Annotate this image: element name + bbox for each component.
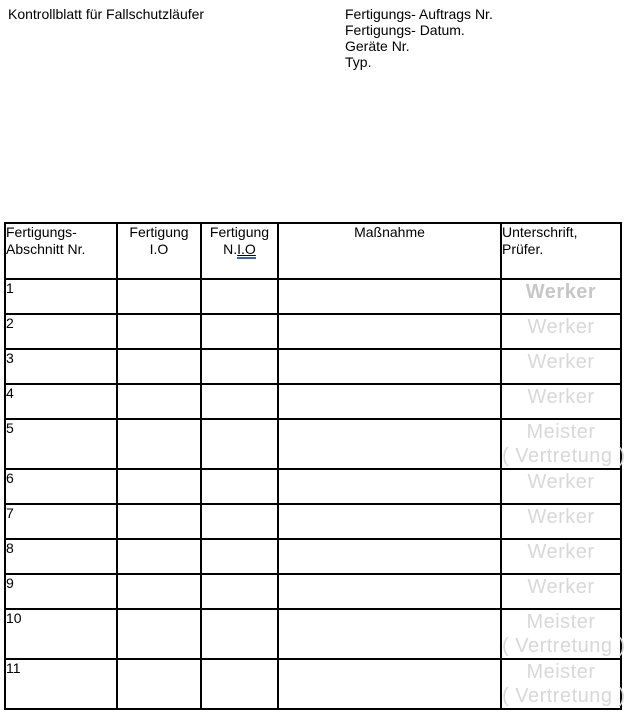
signature-text [502,315,620,339]
massnahme-cell[interactable] [278,384,501,419]
signature-cell[interactable] [501,469,621,504]
row-number-cell: 8 [5,539,117,574]
header-fertigungs-abschnitt [5,223,117,279]
fertigung-nio-cell[interactable] [201,539,278,574]
header-line: I.O [149,241,169,257]
signature-cell[interactable] [501,574,621,609]
signature-cell[interactable] [501,279,621,314]
massnahme-cell[interactable] [278,349,501,384]
fertigung-nio-cell[interactable] [201,504,278,539]
header-line: Fertigung [209,224,270,240]
row-number-cell: 9 [5,574,117,609]
massnahme-cell[interactable] [278,659,501,709]
control-table [4,222,626,710]
header-line: Maßnahme [354,224,425,240]
row-number-cell: 7 [5,504,117,539]
table-row [5,504,621,539]
signature-cell[interactable] [501,419,626,469]
table-header-row [5,223,621,279]
table-row [5,349,621,384]
row-number-cell: 5 [5,419,117,469]
signature-line: Werker [527,471,595,493]
signature-line: ( Vertretung ) [502,685,626,707]
signature-line: Werker [527,351,595,373]
table-row [5,659,621,709]
massnahme-cell[interactable] [278,539,501,574]
signature-text [502,575,620,599]
fertigung-io-cell[interactable] [117,504,201,539]
header-line: Abschnitt Nr. [6,241,86,257]
header-fertigung-io [117,223,201,279]
signature-text [502,660,626,708]
order-field-typ: Typ. [345,54,372,70]
header-line: Unterschrift, [502,224,578,240]
row-number-cell: 1 [5,279,117,314]
signature-line: Werker [527,541,595,563]
fertigung-io-cell[interactable] [117,349,201,384]
signature-cell[interactable] [501,314,621,349]
signature-line: Werker [527,316,595,338]
table-row [5,469,621,504]
fertigung-nio-cell[interactable] [201,349,278,384]
signature-line: Werker [527,576,595,598]
fertigung-io-cell[interactable] [117,539,201,574]
signature-line: Meister [526,661,596,683]
signature-cell[interactable] [501,504,621,539]
table-row [5,609,621,659]
fertigung-io-cell[interactable] [117,314,201,349]
fertigung-io-cell[interactable] [117,419,201,469]
table-row [5,419,621,469]
signature-cell[interactable] [501,609,626,659]
signature-text [502,505,620,529]
signature-text [502,350,620,374]
row-number-cell: 11 [5,659,117,709]
header-line: Fertigung [129,224,189,240]
signature-line: Meister [526,611,596,633]
table-body [5,279,626,709]
nio-underlined-text: I.O [237,241,256,257]
massnahme-cell[interactable] [278,504,501,539]
order-fields-block [345,6,493,70]
massnahme-cell[interactable] [278,469,501,504]
fertigung-io-cell[interactable] [117,574,201,609]
fertigung-nio-cell[interactable] [201,314,278,349]
signature-line: Meister [526,421,596,443]
header-line: Prüfer. [502,241,544,257]
signature-text [502,385,620,409]
signature-cell[interactable] [501,349,621,384]
header-massnahme [278,223,501,279]
row-number-cell: 6 [5,469,117,504]
fertigung-io-cell[interactable] [117,659,201,709]
order-field-geraete-nr: Geräte Nr. [345,38,410,54]
fertigung-nio-cell[interactable] [201,419,278,469]
header-unterschrift-pruefer [501,223,621,279]
signature-line: Werker [525,281,597,303]
table-row [5,574,621,609]
fertigung-nio-cell[interactable] [201,384,278,419]
signature-cell[interactable] [501,539,621,574]
row-number-cell: 3 [5,349,117,384]
fertigung-nio-cell[interactable] [201,609,278,659]
signature-line: ( Vertretung ) [502,635,626,657]
signature-line: Werker [527,506,595,528]
order-field-datum: Fertigungs- Datum. [345,22,465,38]
row-number-cell: 2 [5,314,117,349]
fertigung-io-cell[interactable] [117,279,201,314]
fertigung-nio-cell[interactable] [201,574,278,609]
signature-text [502,280,620,304]
header-fertigung-nio [201,223,278,279]
massnahme-cell[interactable] [278,419,501,469]
fertigung-io-cell[interactable] [117,384,201,419]
table-row [5,314,621,349]
massnahme-cell[interactable] [278,314,501,349]
signature-line: Werker [527,386,595,408]
row-number-cell: 4 [5,384,117,419]
table-row [5,384,621,419]
massnahme-cell[interactable] [278,609,501,659]
massnahme-cell[interactable] [278,279,501,314]
header-line: Fertigungs- [6,224,77,240]
signature-cell[interactable] [501,384,621,419]
table-row [5,539,621,574]
signature-text [502,540,620,564]
signature-text [502,610,626,658]
fertigung-nio-cell[interactable] [201,659,278,709]
table-row [5,279,621,314]
signature-cell[interactable] [501,659,626,709]
fertigung-nio-cell[interactable] [201,469,278,504]
fertigung-io-cell[interactable] [117,469,201,504]
signature-line: ( Vertretung ) [502,445,626,467]
document-title: Kontrollblatt für Fallschutzläufer [8,6,205,22]
signature-text [502,470,620,494]
fertigung-nio-cell[interactable] [201,279,278,314]
massnahme-cell[interactable] [278,574,501,609]
signature-text [502,420,626,468]
order-field-auftrags-nr: Fertigungs- Auftrags Nr. [345,6,493,22]
header-line-nio: N.I.O [223,241,256,257]
row-number-cell: 10 [5,609,117,659]
fertigung-io-cell[interactable] [117,609,201,659]
